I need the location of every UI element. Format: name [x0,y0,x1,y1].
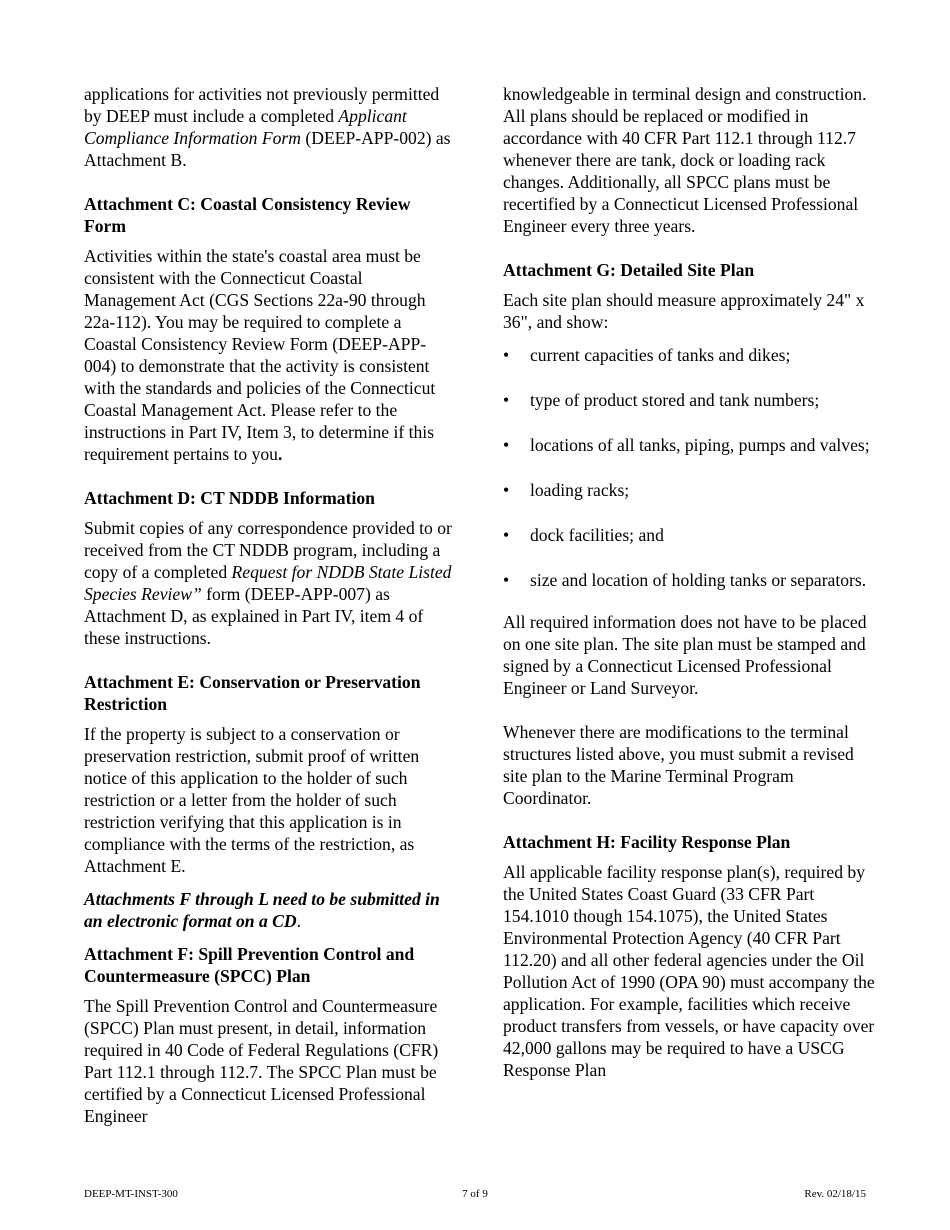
list-item: • size and location of holding tanks or separators. [503,569,875,591]
modifications-paragraph: Whenever there are modifications to the terminal structures listed above, you must submit a revised site plan to the Marine Terminal Program Coordinator. [503,722,854,808]
right-column [503,83,875,1081]
list-item: • dock facilities; and [503,524,875,546]
site-plan-paragraph: All required information does not have to be placed on one site plan. The site plan must be stamped and signed by a Connecticut Licensed Professional Engineer or Land Surveyor. [503,612,867,698]
attachment-g-intro: Each site plan should measure approximately 24" x 36", and show: [503,290,865,332]
attachment-f-paragraph-continued: knowledgeable in terminal design and construction. All plans should be replaced or modified in accordance with 40 CFR Part 112.1 through 112.7 whenever there are tank, dock or loading rack changes. Additionally, all SPCC plans must be recertified by a Connecticut Licensed Professional Engineer every three years. [503,84,867,236]
electronic-format-note: Attachments F through L need to be submitted in an electronic format on a CD. [84,889,440,931]
attachment-g-heading: Attachment G: Detailed Site Plan [503,260,755,280]
attachment-d-paragraph: Submit copies of any correspondence provided to or received from the CT NDDB program, including a copy of a completed Request for NDDB State Listed Species Review” form (DEEP-APP-007) as Attachment D, as explained in Part IV, item 4 of these instructions. [84,518,452,648]
left-column [84,83,456,1127]
footer-page-number: 7 of 9 [462,1188,488,1200]
attachment-h-paragraph: All applicable facility response plan(s), required by the United States Coast Guard (33 CFR Part 154.1010 though 154.1075), the United States Environmental Protection Agency (40 CFR Part 112.20) and all other federal agencies under the Oil Pollution Act of 1990 (OPA 90) must accompany the application. For example, facilities which receive product transfers from vessels, or have capacity over 42,000 gallons may be required to have a USCG Response Plan [503,862,875,1080]
applicant-compliance-form-title: Applicant Compliance Information Form [84,106,407,148]
attachment-b-paragraph: applications for activities not previously permitted by DEEP must include a completed Applicant Compliance Information Form (DEEP-APP-002) as Attachment B. [84,84,451,170]
footer-revision-date: Rev. 02/18/15 [804,1188,866,1200]
list-item: • loading racks; [503,479,875,501]
attachment-c-paragraph: Activities within the state's coastal area must be consistent with the Connecticut Coastal Management Act (CGS Sections 22a-90 through 22a-112). You may be required to complete a Coastal Consistency Review Form (DEEP-APP-004) to demonstrate that the activity is consistent with the standards and policies of the Connecticut Coastal Management Act. Please refer to the instructions in Part IV, Item 3, to determine if this requirement pertains to you. [84,246,436,464]
attachment-e-paragraph: If the property is subject to a conservation or preservation restriction, submit proof of written notice of this application to the holder of such restriction or a letter from the holder of such restriction verifying that this application is in compliance with the terms of the restriction, as Attachment E. [84,724,420,876]
list-item: • current capacities of tanks and dikes; [503,344,875,366]
attachment-f-heading: Attachment F: Spill Prevention Control and Countermeasure (SPCC) Plan [84,944,415,986]
list-item: • type of product stored and tank numbers; [503,389,875,411]
site-plan-requirements-list [503,344,875,591]
attachment-e-heading: Attachment E: Conservation or Preservation Restriction [84,672,421,714]
footer-document-id: DEEP-MT-INST-300 [84,1188,178,1200]
list-item: • locations of all tanks, piping, pumps and valves; [503,434,875,456]
attachment-f-paragraph: The Spill Prevention Control and Countermeasure (SPCC) Plan must present, in detail, information required in 40 Code of Federal Regulations (CFR) Part 112.1 through 112.7. The SPCC Plan must be certified by a Connecticut Licensed Professional Engineer [84,996,439,1126]
attachment-h-heading: Attachment H: Facility Response Plan [503,832,791,852]
attachment-d-heading: Attachment D: CT NDDB Information [84,488,375,508]
nddb-request-form-title: Request for NDDB State Listed Species Review” [84,562,452,604]
attachment-c-heading: Attachment C: Coastal Consistency Review Form [84,194,411,236]
